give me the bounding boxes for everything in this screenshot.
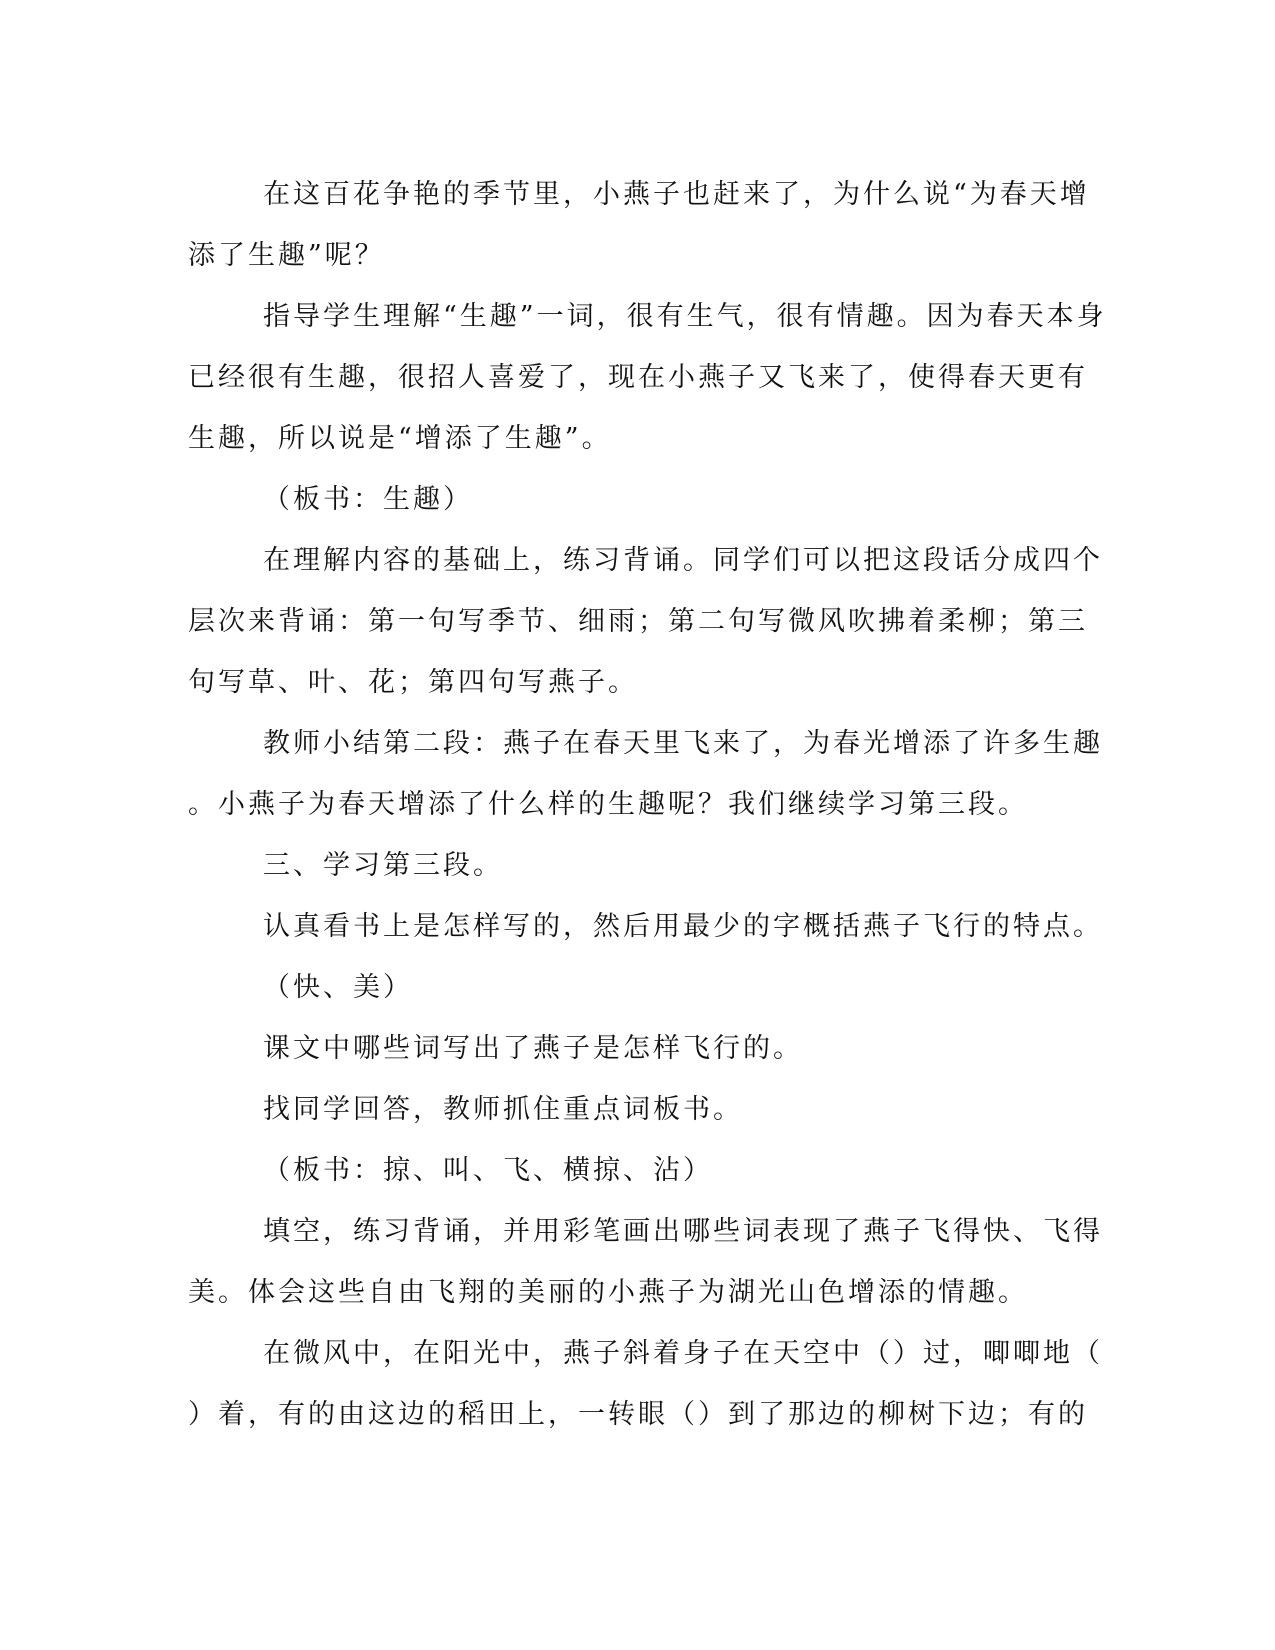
text-line: 。小燕子为春天增添了什么样的生趣呢？我们继续学习第三段。: [188, 789, 1028, 820]
text-line: 课文中哪些词写出了燕子是怎样飞行的。: [263, 1033, 803, 1064]
paragraph: [188, 713, 1103, 835]
text-line: 已经很有生趣，很招人喜爱了，现在小燕子又飞来了，使得春天更有: [188, 362, 1088, 393]
text-line: （板书：生趣）: [263, 484, 473, 515]
body-text: [188, 164, 1107, 1445]
section-heading: [188, 835, 1068, 896]
paragraph: [188, 1079, 1068, 1140]
text-line: ）着，有的由这边的稻田上，一转眼（）到了那边的柳树下边；有的: [188, 1399, 1088, 1430]
paragraph: [188, 1201, 1103, 1323]
paragraph: [188, 1323, 1103, 1445]
text-line: 填空，练习背诵，并用彩笔画出哪些词表现了燕子飞得快、飞得: [263, 1216, 1103, 1247]
paragraph: [188, 469, 1068, 530]
paragraph: [188, 957, 1068, 1018]
text-line: 在理解内容的基础上，练习背诵。同学们可以把这段话分成四个: [263, 545, 1103, 576]
text-line: 三、学习第三段。: [263, 850, 503, 881]
text-line: 教师小结第二段：燕子在春天里飞来了，为春光增添了许多生趣: [263, 728, 1103, 759]
text-line: 添了生趣”呢？: [188, 240, 385, 271]
text-line: 生趣，所以说是“增添了生趣”。: [188, 423, 612, 454]
text-line: 美。体会这些自由飞翔的美丽的小燕子为湖光山色增添的情趣。: [188, 1277, 1028, 1308]
text-line: 在这百花争艳的季节里，小燕子也赶来了，为什么说“为春天增: [263, 179, 1090, 210]
text-line: 指导学生理解“生趣”一词，很有生气，很有情趣。因为春天本身: [263, 301, 1107, 332]
text-line: 层次来背诵：第一句写季节、细雨；第二句写微风吹拂着柔柳；第三: [188, 606, 1088, 637]
text-line: 在微风中，在阳光中，燕子斜着身子在天空中（）过，唧唧地（: [263, 1338, 1103, 1369]
text-line: 句写草、叶、花；第四句写燕子。: [188, 667, 638, 698]
paragraph: [188, 1018, 1068, 1079]
text-line: 找同学回答，教师抓住重点词板书。: [263, 1094, 743, 1125]
paragraph: [188, 1140, 1068, 1201]
text-line: （快、美）: [263, 972, 413, 1003]
paragraph: [188, 530, 1103, 713]
text-line: 认真看书上是怎样写的，然后用最少的字概括燕子飞行的特点。: [263, 911, 1103, 942]
paragraph: [188, 286, 1107, 469]
paragraph: [188, 164, 1090, 286]
paragraph: [188, 896, 1103, 957]
text-line: （板书：掠、叫、飞、横掠、沾）: [263, 1155, 713, 1186]
